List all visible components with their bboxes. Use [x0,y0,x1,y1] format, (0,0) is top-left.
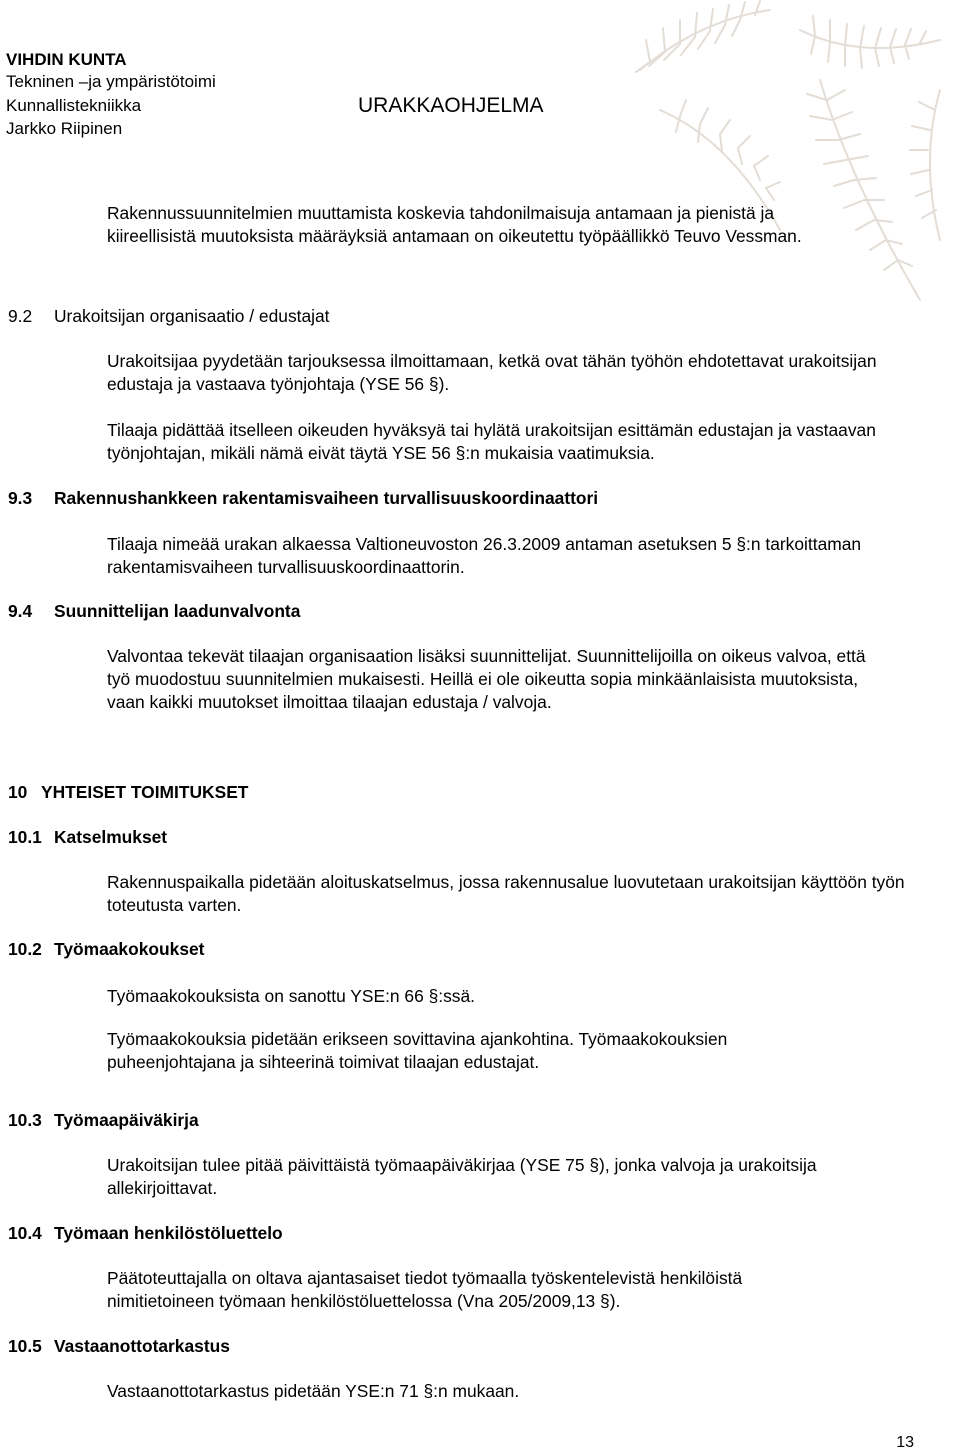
header-org: VIHDIN KUNTA [6,50,127,69]
paragraph-10-3: Urakoitsijan tulee pitää päivittäistä työmaapäiväkirjaa (YSE 75 §), jonka valvoja ja urakoitsija allekirjoittavat. [107,1155,817,1198]
header-unit: Kunnallistekniikka [6,96,142,115]
heading-title: Vastaanottotarkastus [54,1336,230,1356]
heading-title: YHTEISET TOIMITUKSET [41,782,249,802]
heading-10-5 [8,1335,230,1358]
header-author: Jarkko Riipinen [6,119,123,138]
heading-title: Rakennushankkeen rakentamisvaiheen turvallisuuskoordinaattori [54,488,599,508]
paragraph-9-2-a: Urakoitsijaa pyydetään tarjouksessa ilmoittamaan, ketkä ovat tähän työhön ehdotettavat urakoitsijan edustaja ja vastaava työnjohtaja (YSE 56 §). [107,351,877,394]
page-number: 13 [896,1434,914,1451]
paragraph-10-2-b: Työmaakokouksia pidetään erikseen sovittavina ajankohtina. Työmaakokouksien puheenjohtajana ja sihteerinä toimivat tilaajan edustajat. [107,1029,728,1072]
heading-10-3 [8,1109,199,1132]
heading-number: 10.5 [8,1336,42,1356]
heading-10 [8,781,248,804]
paragraph-9-3: Tilaaja nimeää urakan alkaessa Valtioneuvoston 26.3.2009 antaman asetuksen 5 §:n tarkoittaman rakentamisvaiheen turvallisuuskoordinaattorin. [107,534,862,577]
heading-title: Urakoitsijan organisaatio / edustajat [54,306,330,326]
heading-number: 10.4 [8,1223,42,1243]
heading-title: Työmaapäiväkirja [54,1110,199,1130]
heading-number: 9.3 [8,488,33,508]
heading-title: Katselmukset [54,827,168,847]
paragraph-10-5: Vastaanottotarkastus pidetään YSE:n 71 §:n mukaan. [107,1381,520,1401]
document-title: URAKKAOHJELMA [358,94,544,117]
heading-number: 10 [8,782,28,802]
paragraph-9-2-b: Tilaaja pidättää itselleen oikeuden hyväksyä tai hylätä urakoitsijan esittämän edustajan ja vastaavan työnjohtajan, mikäli nämä eivät täytä YSE 56 §:n mukaisia vaatimuksia. [107,420,876,463]
heading-number: 9.2 [8,306,33,326]
heading-number: 9.4 [8,601,33,621]
heading-10-1 [8,826,167,849]
heading-10-4 [8,1222,283,1245]
heading-title: Työmaan henkilöstöluettelo [54,1223,283,1243]
heading-9-2 [8,305,330,328]
paragraph-10-4: Päätoteuttajalla on oltava ajantasaiset tiedot työmaalla työskentelevistä henkilöistä nimitietoineen työmaan henkilöstöluettelossa (Vna 205/2009,13 §). [107,1268,743,1311]
heading-number: 10.3 [8,1110,42,1130]
paragraph-10-2-a: Työmaakokouksista on sanottu YSE:n 66 §:ssä. [107,986,475,1006]
heading-title: Suunnittelijan laadunvalvonta [54,601,301,621]
heading-10-2 [8,938,204,961]
header-dept: Tekninen –ja ympäristötoimi [6,72,216,91]
intro-paragraph: Rakennussuunnitelmien muuttamista koskevia tahdonilmaisuja antamaan ja pienistä ja kiireellisistä muutoksista määräyksiä antamaan on oikeutettu työpäällikkö Teuvo Vessman. [107,203,802,246]
heading-9-4 [8,600,300,623]
heading-title: Työmaakokoukset [54,939,205,959]
palm-leaf-decoration [620,0,960,320]
heading-number: 10.1 [8,827,42,847]
heading-number: 10.2 [8,939,42,959]
paragraph-9-4: Valvontaa tekevät tilaajan organisaation lisäksi suunnittelijat. Suunnittelijoilla on oikeus valvoa, että työ muodostuu suunnitelmien mukaisesti. Heillä ei ole oikeutta sopia minkäänlaisista muutoksista, vaan kaikki muutokset ilmoittaa tilaajan edustaja / valvoja. [107,646,866,712]
paragraph-10-1: Rakennuspaikalla pidetään aloituskatselmus, jossa rakennusalue luovutetaan urakoitsijan käyttöön työn toteutusta varten. [107,872,905,915]
heading-9-3 [8,487,598,510]
